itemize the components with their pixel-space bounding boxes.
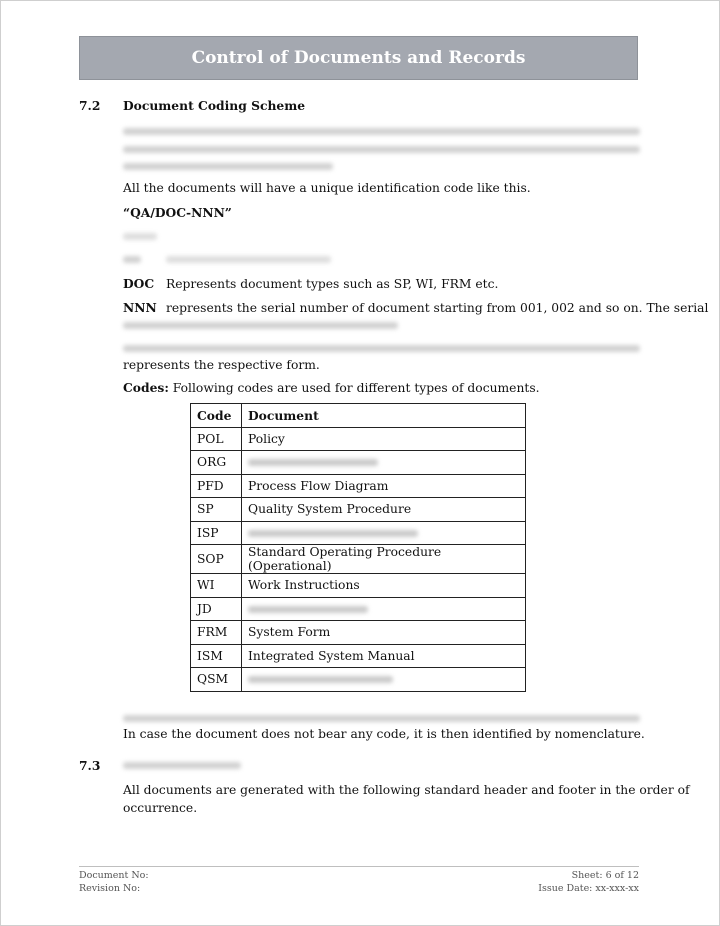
document-cell: System Form bbox=[242, 621, 526, 645]
document-cell: Policy bbox=[242, 427, 526, 451]
code-cell: ISM bbox=[191, 644, 242, 668]
code-cell: SOP bbox=[191, 545, 242, 574]
form-sentence: represents the respective form. bbox=[123, 358, 320, 372]
table-row bbox=[191, 668, 526, 692]
section-heading-7-2: Document Coding Scheme bbox=[123, 98, 306, 113]
redacted-text bbox=[123, 146, 640, 153]
redacted-text bbox=[123, 322, 398, 329]
code-cell: POL bbox=[191, 427, 242, 451]
code-cell: ORG bbox=[191, 451, 242, 475]
table-header-row bbox=[191, 404, 526, 428]
code-cell: FRM bbox=[191, 621, 242, 645]
nnn-abbreviation: NNN bbox=[123, 300, 157, 315]
document-cell-redacted bbox=[242, 521, 526, 545]
redacted-text bbox=[248, 459, 378, 466]
nnn-description: represents the serial number of document starting from 001, 002 and so on. The serial bbox=[166, 301, 709, 315]
redacted-text bbox=[123, 233, 157, 240]
table-row bbox=[191, 498, 526, 522]
doc-abbreviation: DOC bbox=[123, 276, 155, 291]
column-header-code: Code bbox=[191, 404, 242, 428]
section-7-3-body-line-2: occurrence. bbox=[123, 801, 198, 815]
footer-document-no: Document No: bbox=[79, 870, 149, 881]
code-cell: ISP bbox=[191, 521, 242, 545]
column-header-document: Document bbox=[242, 404, 526, 428]
document-cell-redacted bbox=[242, 451, 526, 475]
code-cell: PFD bbox=[191, 474, 242, 498]
document-cell: Quality System Procedure bbox=[242, 498, 526, 522]
redacted-text bbox=[123, 715, 640, 722]
table-row bbox=[191, 545, 526, 574]
footer-revision-no: Revision No: bbox=[79, 883, 141, 894]
codes-table bbox=[190, 403, 526, 692]
codes-label: Codes: bbox=[123, 380, 169, 395]
section-7-3-body-line-1: All documents are generated with the following standard header and footer in the order of bbox=[123, 783, 690, 797]
redacted-text bbox=[248, 530, 418, 537]
document-title: Control of Documents and Records bbox=[191, 48, 526, 68]
code-format: “QA/DOC-NNN” bbox=[123, 205, 232, 220]
redacted-text bbox=[123, 128, 640, 135]
doc-description: Represents document types such as SP, WI, FRM etc. bbox=[166, 277, 499, 291]
document-cell-redacted bbox=[242, 668, 526, 692]
code-cell: WI bbox=[191, 574, 242, 598]
table-row bbox=[191, 574, 526, 598]
redacted-section-heading bbox=[123, 762, 241, 769]
section-number-7-2: 7.2 bbox=[79, 98, 101, 113]
redacted-text bbox=[248, 606, 368, 613]
footer-issue-date: Issue Date: xx-xxx-xx bbox=[538, 883, 639, 894]
table-row bbox=[191, 474, 526, 498]
document-cell: Integrated System Manual bbox=[242, 644, 526, 668]
unique-code-sentence: All the documents will have a unique identification code like this. bbox=[123, 181, 531, 195]
redacted-text bbox=[123, 345, 640, 352]
code-cell: SP bbox=[191, 498, 242, 522]
redacted-text bbox=[123, 163, 333, 170]
table-row bbox=[191, 451, 526, 475]
redacted-text bbox=[123, 256, 141, 263]
document-title-banner bbox=[79, 36, 638, 80]
codes-intro-text: Following codes are used for different types of documents. bbox=[172, 381, 540, 395]
redacted-text bbox=[166, 256, 331, 263]
codes-intro bbox=[123, 380, 540, 396]
footer-divider bbox=[79, 866, 639, 867]
table-row bbox=[191, 427, 526, 451]
document-cell: Process Flow Diagram bbox=[242, 474, 526, 498]
footer-sheet: Sheet: 6 of 12 bbox=[571, 870, 639, 881]
table-row bbox=[191, 644, 526, 668]
table-row bbox=[191, 597, 526, 621]
table-row bbox=[191, 521, 526, 545]
table-row bbox=[191, 621, 526, 645]
code-cell: JD bbox=[191, 597, 242, 621]
document-cell: Work Instructions bbox=[242, 574, 526, 598]
document-cell: Standard Operating Procedure (Operational) bbox=[242, 545, 526, 574]
redacted-text bbox=[248, 676, 393, 683]
nomenclature-sentence: In case the document does not bear any code, it is then identified by nomenclature. bbox=[123, 727, 645, 741]
document-cell-redacted bbox=[242, 597, 526, 621]
section-number-7-3: 7.3 bbox=[79, 758, 101, 773]
code-cell: QSM bbox=[191, 668, 242, 692]
